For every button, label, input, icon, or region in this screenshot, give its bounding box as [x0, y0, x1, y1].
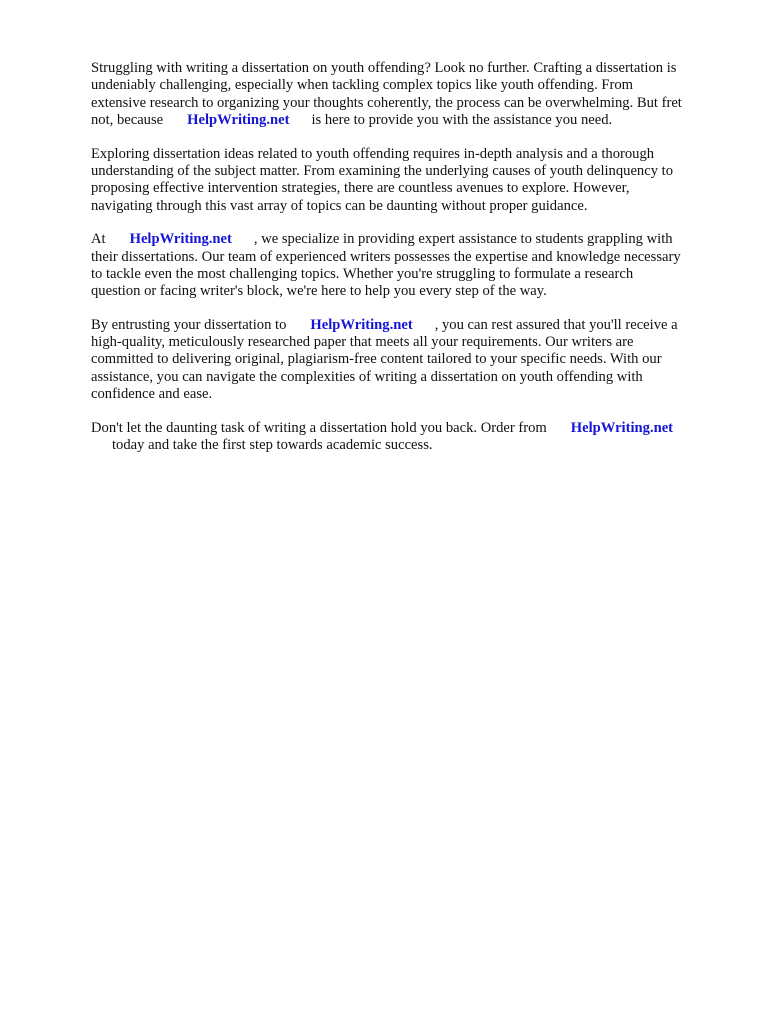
text-fragment: , we specialize in providing expert assistance to students grappling with — [253, 231, 673, 248]
helpwriting-link[interactable]: HelpWriting.net — [570, 419, 674, 436]
text-line: high-quality, meticulously researched paper that meets all your requirements. Our writers are — [91, 334, 634, 351]
text-line-with-link — [91, 231, 723, 248]
text-line: extensive research to organizing your thoughts coherently, the process can be overwhelming. But fret — [91, 94, 682, 111]
text-line-with-link — [91, 420, 723, 437]
text-line: to tackle even the most challenging topics. Whether you're struggling to formulate a research — [91, 265, 634, 282]
document-body — [91, 60, 723, 470]
text-line: proposing effective intervention strategies, there are countless avenues to explore. However, — [91, 180, 630, 197]
text-line: understanding of the subject matter. From examining the underlying causes of youth delinquency to — [91, 162, 673, 179]
text-fragment: By entrusting your dissertation to — [91, 316, 287, 333]
text-fragment: At — [91, 231, 106, 248]
text-line: undeniably challenging, especially when tackling complex topics like youth offending. From — [91, 77, 634, 94]
text-line: assistance, you can navigate the complexities of writing a dissertation on youth offending with — [91, 368, 643, 385]
text-fragment: not, because — [91, 112, 164, 129]
text-fragment: , you can rest assured that you'll receive a — [434, 316, 678, 333]
text-line-with-link — [91, 112, 723, 129]
text-line: navigating through this vast array of topics can be daunting without proper guidance. — [91, 197, 588, 214]
helpwriting-link[interactable]: HelpWriting.net — [129, 231, 232, 248]
paragraph-intro — [91, 60, 723, 130]
helpwriting-link[interactable]: HelpWriting.net — [187, 112, 290, 129]
paragraph-ideas — [91, 146, 723, 216]
text-line: today and take the first step towards academic success. — [112, 437, 433, 454]
text-fragment: Don't let the daunting task of writing a dissertation hold you back. Order from — [91, 419, 547, 436]
text-line: Struggling with writing a dissertation on youth offending? Look no further. Crafting a dissertation is — [91, 60, 677, 76]
paragraph-entrusting — [91, 317, 723, 404]
text-line: Exploring dissertation ideas related to youth offending requires in-depth analysis and a thorough — [91, 145, 655, 162]
text-line: confidence and ease. — [91, 386, 213, 403]
paragraph-specialize — [91, 231, 723, 301]
text-line-with-link — [91, 317, 723, 334]
text-line: their dissertations. Our team of experienced writers possesses the expertise and knowledge necessary — [91, 248, 681, 265]
text-fragment: is here to provide you with the assistance you need. — [311, 112, 613, 129]
text-line: committed to delivering original, plagiarism-free content tailored to your specific needs. With our — [91, 351, 662, 368]
text-line: question or facing writer's block, we're here to help you every step of the way. — [91, 283, 547, 300]
paragraph-order — [91, 420, 723, 455]
helpwriting-link[interactable]: HelpWriting.net — [310, 316, 413, 333]
